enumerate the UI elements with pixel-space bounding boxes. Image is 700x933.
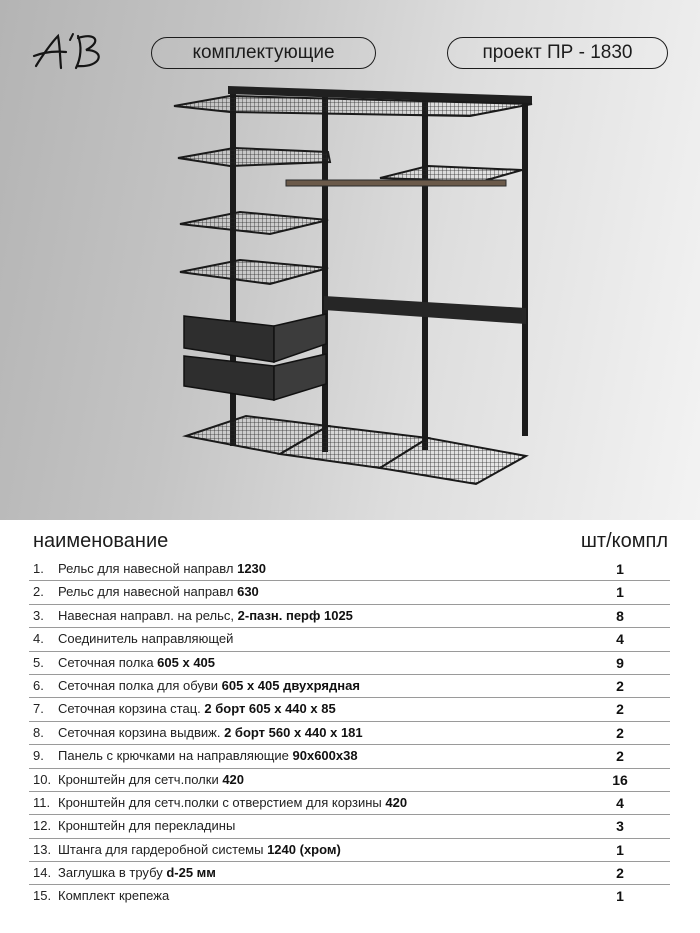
row-number: 2. [33,584,44,600]
row-number: 8. [33,724,44,740]
basket-shelf-1 [180,212,328,234]
table-row [0,675,700,698]
row-name [58,865,216,880]
row-text: Сеточная корзина выдвиж. [58,724,225,740]
row-qty: 2 [616,677,624,694]
table-row [0,745,700,768]
row-text: Кронштейн для перекладины [58,818,236,834]
row-spec: 605 х 405 двухрядная [221,677,360,693]
row-text: Кронштейн для сетч.полки [58,771,223,787]
row-text: Штанга для гардеробной системы [58,841,268,857]
row-spec: 2-пазн. перф 1025 [237,607,353,623]
row-name [58,584,259,599]
table-row [0,815,700,838]
row-name [58,701,336,716]
row-spec: 90х600х38 [292,748,358,764]
hanging-rod [286,180,506,186]
row-spec: 420 [222,771,245,787]
row-text: Сеточная корзина стац. [58,701,205,717]
row-text: Сеточная полка для обуви [58,677,222,693]
row-text: Заглушка в трубу [58,865,167,881]
row-number: 5. [33,654,44,670]
row-text: Навесная направл. на рельс, [58,607,238,623]
wardrobe-system-illustration [170,82,540,502]
row-text: Соединитель направляющей [58,631,234,647]
row-name [58,795,407,810]
row-name [58,678,360,693]
row-number: 3. [33,607,44,623]
table-row [0,581,700,604]
row-qty: 1 [616,584,624,601]
table-row [0,605,700,628]
basket-1-side [274,314,326,362]
row-qty: 3 [616,818,624,835]
row-number: 9. [33,748,44,764]
row-spec: 1230 [237,561,267,576]
row-spec: 420 [385,794,408,810]
row-number: 1. [33,561,44,576]
row-text: Сеточная полка [58,654,158,670]
table-row [0,652,700,675]
table-row [0,862,700,885]
row-text: Панель с крючками на направляющие [58,748,293,764]
table-row [0,769,700,792]
table-row [0,698,700,721]
basket-2-front [184,356,274,400]
row-text: Рельс для навесной направл [58,584,238,600]
row-qty: 1 [616,841,624,858]
column-name-header: наименование [33,530,169,552]
row-qty: 9 [616,654,624,671]
row-name [58,631,233,646]
basket-shelf-2 [180,260,328,284]
row-qty: 8 [616,607,624,624]
row-text: Комплект крепежа [58,888,170,904]
row-name [58,888,169,903]
row-spec: 605 х 405 [157,654,216,670]
row-spec: d-25 мм [166,865,216,881]
row-spec: 2 борт 560 х 440 х 181 [224,724,363,740]
row-qty: 4 [616,794,624,811]
row-number: 15. [33,888,52,904]
table-header [0,528,700,558]
components-pill-label: комплектующие [192,42,335,63]
row-spec: 630 [237,584,259,600]
row-qty: 1 [616,888,624,905]
row-number: 14. [33,865,52,881]
components-table [0,558,700,909]
row-qty: 1 [616,561,624,577]
row-number: 6. [33,677,44,693]
row-name [58,655,215,670]
row-name [58,818,235,833]
brand-logo [30,30,114,74]
row-name [58,608,353,623]
components-pill [151,37,376,69]
row-text: Кронштейн для сетч.полки с отверстием для корзины [58,794,386,810]
row-spec: 1240 (хром) [267,841,341,857]
row-qty: 16 [612,771,628,788]
row-text: Рельс для навесной направл [58,561,238,576]
row-qty: 2 [616,701,624,718]
row-number: 11. [33,794,51,810]
row-name [58,561,266,576]
table-row [0,839,700,862]
row-number: 10. [33,771,52,787]
table-row [0,722,700,745]
table-row [0,885,700,908]
row-number: 7. [33,701,44,717]
row-name [58,748,358,763]
row-number: 4. [33,631,44,647]
row-name [58,725,363,740]
row-number: 12. [33,818,52,834]
row-qty: 2 [616,724,624,741]
column-qty-header: шт/компл [580,530,668,552]
basket-1-front [184,316,274,362]
row-name [58,842,341,857]
project-pill [447,37,668,69]
project-pill-label: проект ПР - 1830 [482,42,633,63]
second-shelf [178,148,330,166]
basket-2-side [274,354,326,400]
row-spec: 2 борт 605 х 440 х 85 [204,701,336,717]
row-qty: 4 [616,631,624,648]
table-row [0,792,700,815]
row-number: 13. [33,841,52,857]
table-row [0,628,700,651]
table-row [0,558,700,581]
row-qty: 2 [616,865,624,882]
row-name [58,772,244,787]
row-qty: 2 [616,748,624,765]
